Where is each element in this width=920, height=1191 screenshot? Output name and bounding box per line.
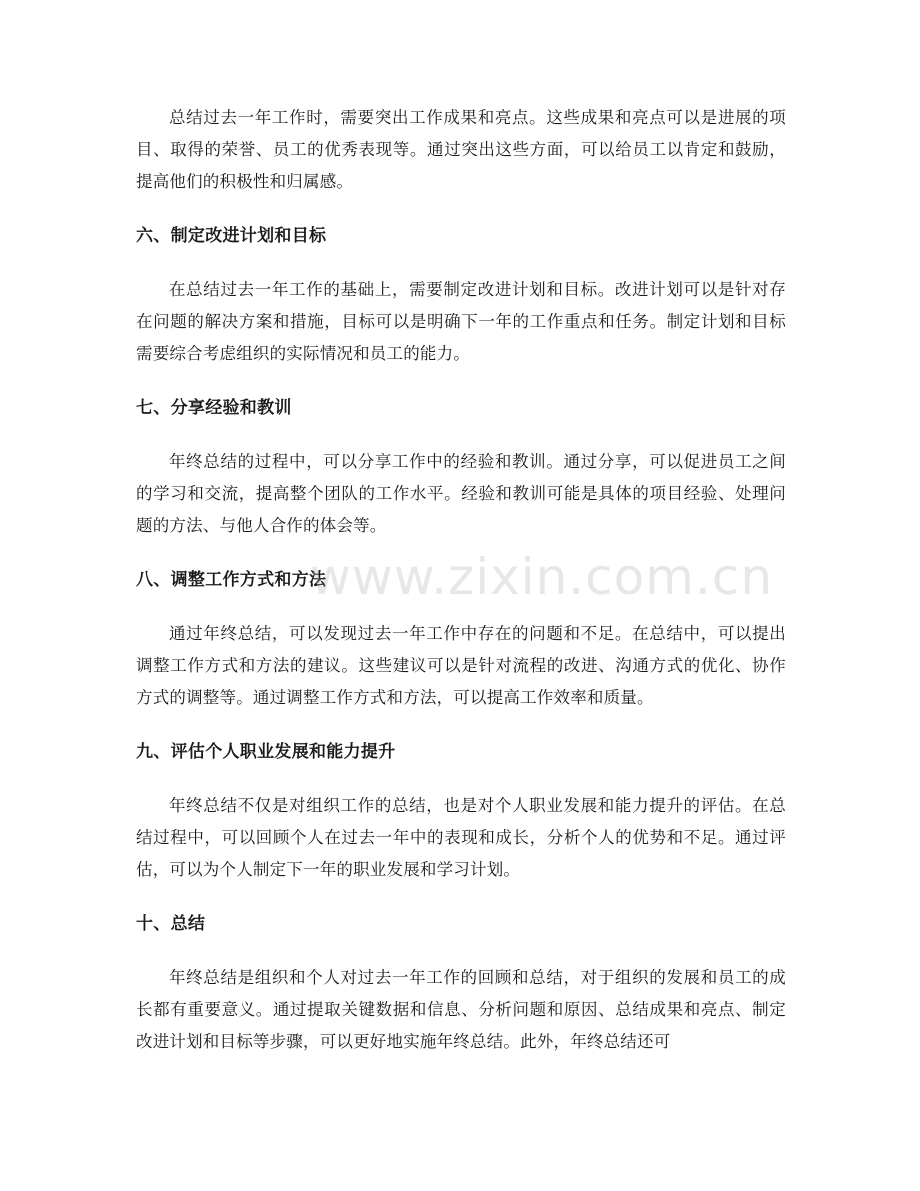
document-body (136, 102, 786, 1058)
section-heading-9: 九、评估个人职业发展和能力提升 (136, 742, 396, 762)
section-heading-6: 六、制定改进计划和目标 (136, 226, 327, 246)
section-heading-10: 十、总结 (136, 914, 206, 934)
section-paragraph-8: 通过年终总结，可以发现过去一年工作中存在的问题和不足。在总结中，可以提出调整工作方式和方法的建议。这些建议可以是针对流程的改进、沟通方式的优化、协作方式的调整等。通过调整工作方式和方法，可以提高工作效率和质量。 (136, 624, 786, 707)
watermark-text: www.zixin.com.cn (310, 548, 774, 606)
section-heading-7: 七、分享经验和教训 (136, 398, 292, 418)
section-paragraph-7: 年终总结的过程中，可以分享工作中的经验和教训。通过分享，可以促进员工之间的学习和交流，提高整个团队的工作水平。经验和教训可能是具体的项目经验、处理问题的方法、与他人合作的体会等。 (136, 452, 786, 535)
section-paragraph-6: 在总结过去一年工作的基础上，需要制定改进计划和目标。改进计划可以是针对存在问题的解决方案和措施，目标可以是明确下一年的工作重点和任务。制定计划和目标需要综合考虑组织的实际情况和员工的能力。 (136, 280, 786, 363)
section-heading-8: 八、调整工作方式和方法 (136, 570, 327, 590)
section-paragraph-9: 年终总结不仅是对组织工作的总结，也是对个人职业发展和能力提升的评估。在总结过程中，可以回顾个人在过去一年中的表现和成长，分析个人的优势和不足。通过评估，可以为个人制定下一年的职业发展和学习计划。 (136, 796, 786, 879)
section-paragraph-10: 年终总结是组织和个人对过去一年工作的回顾和总结，对于组织的发展和员工的成长都有重要意义。通过提取关键数据和信息、分析问题和原因、总结成果和亮点、制定改进计划和目标等步骤，可以更好地实施年终总结。此外，年终总结还可 (136, 968, 786, 1051)
intro-paragraph: 总结过去一年工作时，需要突出工作成果和亮点。这些成果和亮点可以是进展的项目、取得的荣誉、员工的优秀表现等。通过突出这些方面，可以给员工以肯定和鼓励，提高他们的积极性和归属感。 (136, 108, 786, 191)
